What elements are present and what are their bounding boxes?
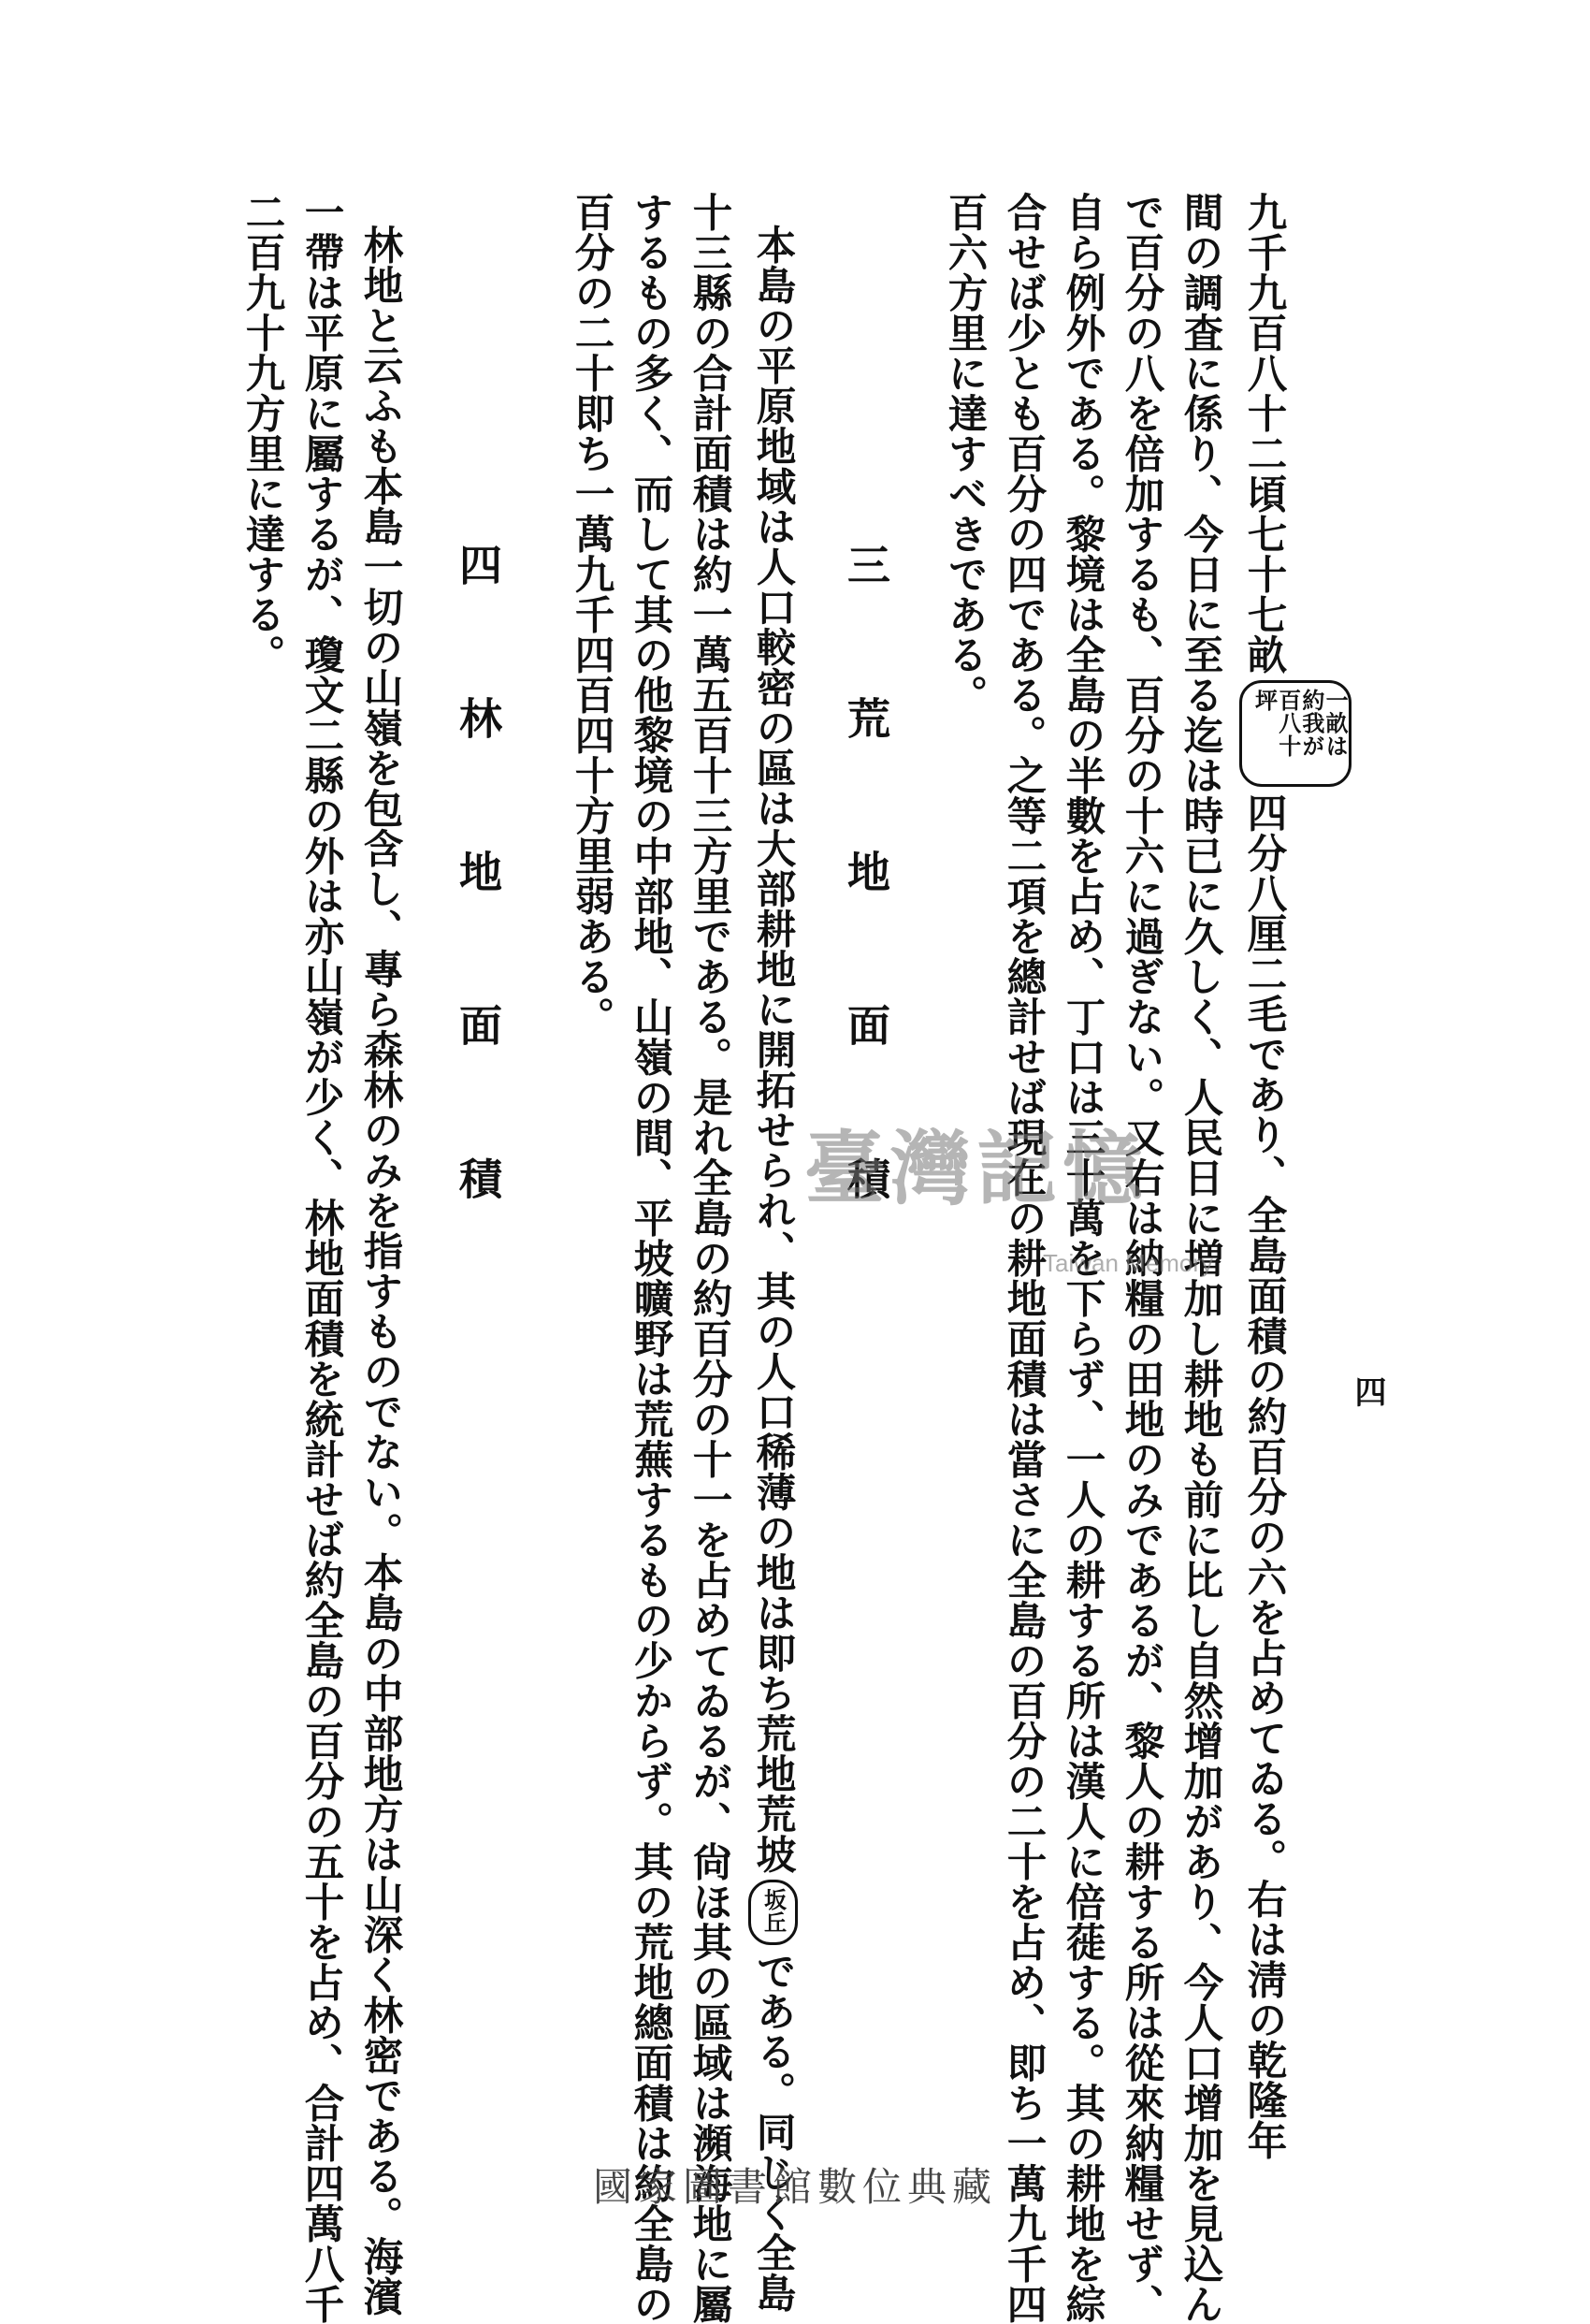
page-number: 四 (1349, 1375, 1386, 1407)
footer-caption: 國家圖書館數位典藏 (592, 2164, 997, 2210)
text-column-10: 百分の二十即ち一萬九千四百四十方里弱ある。 (568, 192, 615, 1037)
text-column-1 (1239, 192, 1352, 2160)
text-column-8: 十三縣の合計面積は約一萬五百十三方里である。是れ全島の約百分の十一を占めてゐるが、尙ほ其の區域は瀕海地に屬 (686, 192, 733, 2324)
annotation-text: 坂丘 (759, 1888, 788, 1934)
section-heading-3: 三 荒 地 面 積 (841, 543, 891, 1229)
column-text: 九千九百八十二頃七十七畝 (1240, 192, 1288, 675)
text-column-7 (748, 225, 798, 2313)
column-text: である。同じく全島 (749, 1951, 797, 2313)
annotation-text: 一畝は約我が百八十坪 (1250, 689, 1350, 758)
text-column-5: 合せば少とも百分の四である。之等二項を總計せば現在の耕地面積は當さに全島の百分の二十を占め、即ち一萬九千四 (1000, 192, 1048, 2324)
inline-annotation (748, 1880, 798, 1945)
text-column-2: 間の調査に係り、今日に至る迄は時已に久しく、人民日に増加し耕地も前に比し自然增加があり、今人口增加を見込ん (1177, 192, 1224, 2324)
inline-annotation (1239, 680, 1352, 787)
text-column-11: 林地と云ふも本島一切の山嶺を包含し、專ら森林のみを指すものでない。本島の中部地方は山深く林密である。海濱 (356, 225, 404, 2317)
column-text: 四分八厘二毛であり、全島面積の約百分の六を占めてゐる。右は淸の乾隆年 (1240, 792, 1288, 2160)
text-column-13: 二百九十九方里に達する。 (238, 192, 286, 675)
section-heading-4: 四 林 地 面 積 (453, 543, 503, 1229)
text-column-3: で百分の八を倍加するも、百分の十六に過ぎない。又右は納糧の田地のみであるが、黎人の耕する所は從來納糧せず、 (1118, 192, 1165, 2324)
text-column-9: するもの多く、而して其の他黎境の中部地、山嶺の間、平坡曠野は荒蕪するもの少からず。其の荒地總面積は約全島の (627, 192, 674, 2324)
watermark-text: Taiwan Memory (1043, 1249, 1214, 1277)
text-column-12: 一帶は平原に屬するが、瓊文二縣の外は亦山嶺が少く、林地面積を統計せば約全島の百分の五十を占め、合計四萬八千 (297, 192, 345, 2324)
watermark-logo: 臺灣記憶 (804, 1122, 1149, 1216)
column-text: 本島の平原地域は人口較密の區は大部耕地に開拓せられ、其の人口稀薄の地は即ち荒地荒坡 (749, 225, 797, 1874)
text-column-4: 自ら例外である。黎境は全島の半數を占め、丁口は三十萬を下らず、一人の耕する所は漢人に倍蓰する。其の耕地を綜 (1059, 192, 1106, 2324)
text-column-6: 百六方里に達すべきである。 (941, 192, 989, 715)
